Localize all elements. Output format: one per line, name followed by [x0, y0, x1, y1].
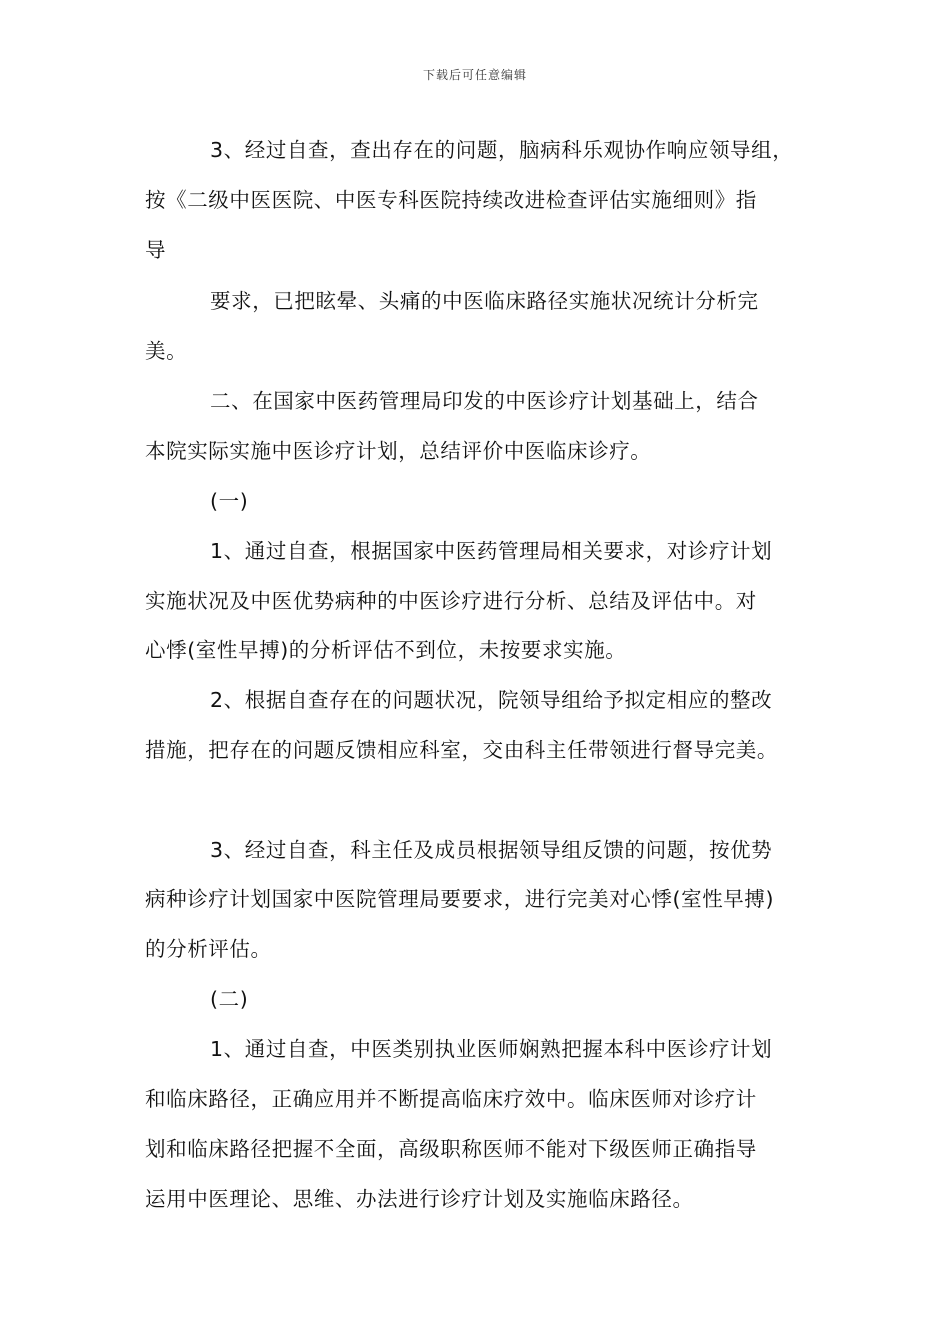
section-marker: (二): [210, 987, 249, 1011]
text-line: 措施，把存在的问题反馈相应科室，交由科主任带领进行督导完美。: [145, 738, 778, 762]
text-line: 1、通过自查，中医类别执业医师娴熟把握本科中医诊疗计划: [210, 1037, 773, 1061]
text-line: 实施状况及中医优势病种的中医诊疗进行分析、总结及评估中。对: [145, 589, 757, 613]
text-line: 二、在国家中医药管理局印发的中医诊疗计划基础上，结合: [210, 389, 759, 413]
text-line: 3、经过自查，科主任及成员根据领导组反馈的问题，按优势: [210, 838, 773, 862]
text-line: 心悸(室性早搏)的分析评估不到位，未按要求实施。: [145, 638, 627, 662]
text-line: 3、经过自查，查出存在的问题，脑病科乐观协作响应领导组，: [210, 138, 794, 162]
text-line: 要求，已把眩晕、头痛的中医临床路径实施状况统计分析完: [210, 289, 759, 313]
text-line: 的分析评估。: [145, 937, 272, 961]
section-marker: (一): [210, 489, 249, 513]
text-line: 按《二级中医医院、中医专科医院持续改进检查评估实施细则》指: [145, 188, 757, 212]
text-line: 运用中医理论、思维、办法进行诊疗计划及实施临床路径。: [145, 1187, 694, 1211]
text-line: 和临床路径，正确应用并不断提高临床疗效中。临床医师对诊疗计: [145, 1087, 757, 1111]
text-line: 本院实际实施中医诊疗计划，总结评价中医临床诊疗。: [145, 439, 652, 463]
text-line: 美。: [145, 339, 188, 363]
page-header: 下载后可任意编辑: [422, 68, 527, 82]
text-line: 1、通过自查，根据国家中医药管理局相关要求，对诊疗计划: [210, 539, 773, 563]
text-line: 2、根据自查存在的问题状况，院领导组给予拟定相应的整改: [210, 688, 773, 712]
text-line: 病种诊疗计划国家中医院管理局要要求，进行完美对心悸(室性早搏): [145, 887, 775, 911]
text-line: 导: [145, 238, 167, 262]
text-line: 划和临床路径把握不全面，高级职称医师不能对下级医师正确指导: [145, 1137, 757, 1161]
